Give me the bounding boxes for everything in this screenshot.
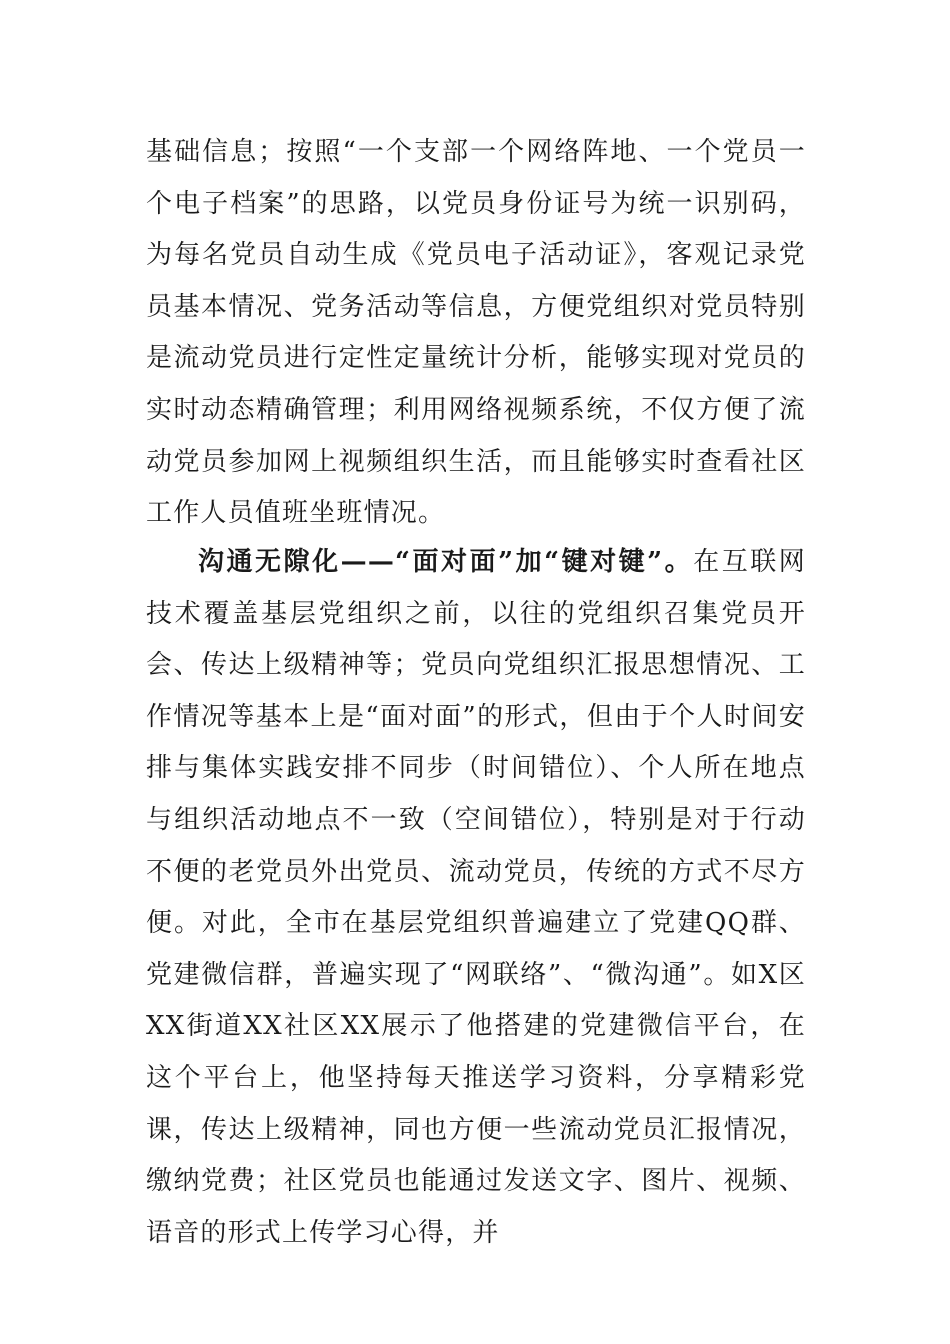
paragraph-2-text: 在互联网技术覆盖基层党组织之前，以往的党组织召集党员开会、传达上级精神等；党员向党组织汇报思想情况、工作情况等基本上是“面对面”的形式，但由于个人时间安排与集体实践安排不同步（时间错位）、个人所在地点与组织活动地点不一致（空间错位），特别是对于行动不便的老党员外出党员、流动党员，传统的方式不尽方便。对此，全市在基层党组织普遍建立了党建QQ群、党建微信群，普遍实现了“网联络”、“微沟通”。如X区XX街道XX社区XX展示了他搭建的党建微信平台，在这个平台上，他坚持每天推送学习资料，分享精彩党课，传达上级精神，同也方便一些流动党员汇报情况，缴纳党费；社区党员也能通过发送文字、图片、视频、语音的形式上传学习心得，并	[146, 547, 806, 1248]
paragraph-1	[146, 127, 806, 540]
paragraph-2	[146, 537, 806, 1259]
paragraph-2-heading: 沟通无隙化——“面对面”加“键对键”。	[198, 547, 694, 577]
paragraph-1-text: 基础信息；按照“一个支部一个网络阵地、一个党员一个电子档案”的思路，以党员身份证号为统一识别码，为每名党员自动生成《党员电子活动证》，客观记录党员基本情况、党务活动等信息，方便党组织对党员特别是流动党员进行定性定量统计分析，能够实现对党员的实时动态精确管理；利用网络视频系统，不仅方便了流动党员参加网上视频组织生活，而且能够实时查看社区工作人员值班坐班情况。	[146, 137, 806, 529]
